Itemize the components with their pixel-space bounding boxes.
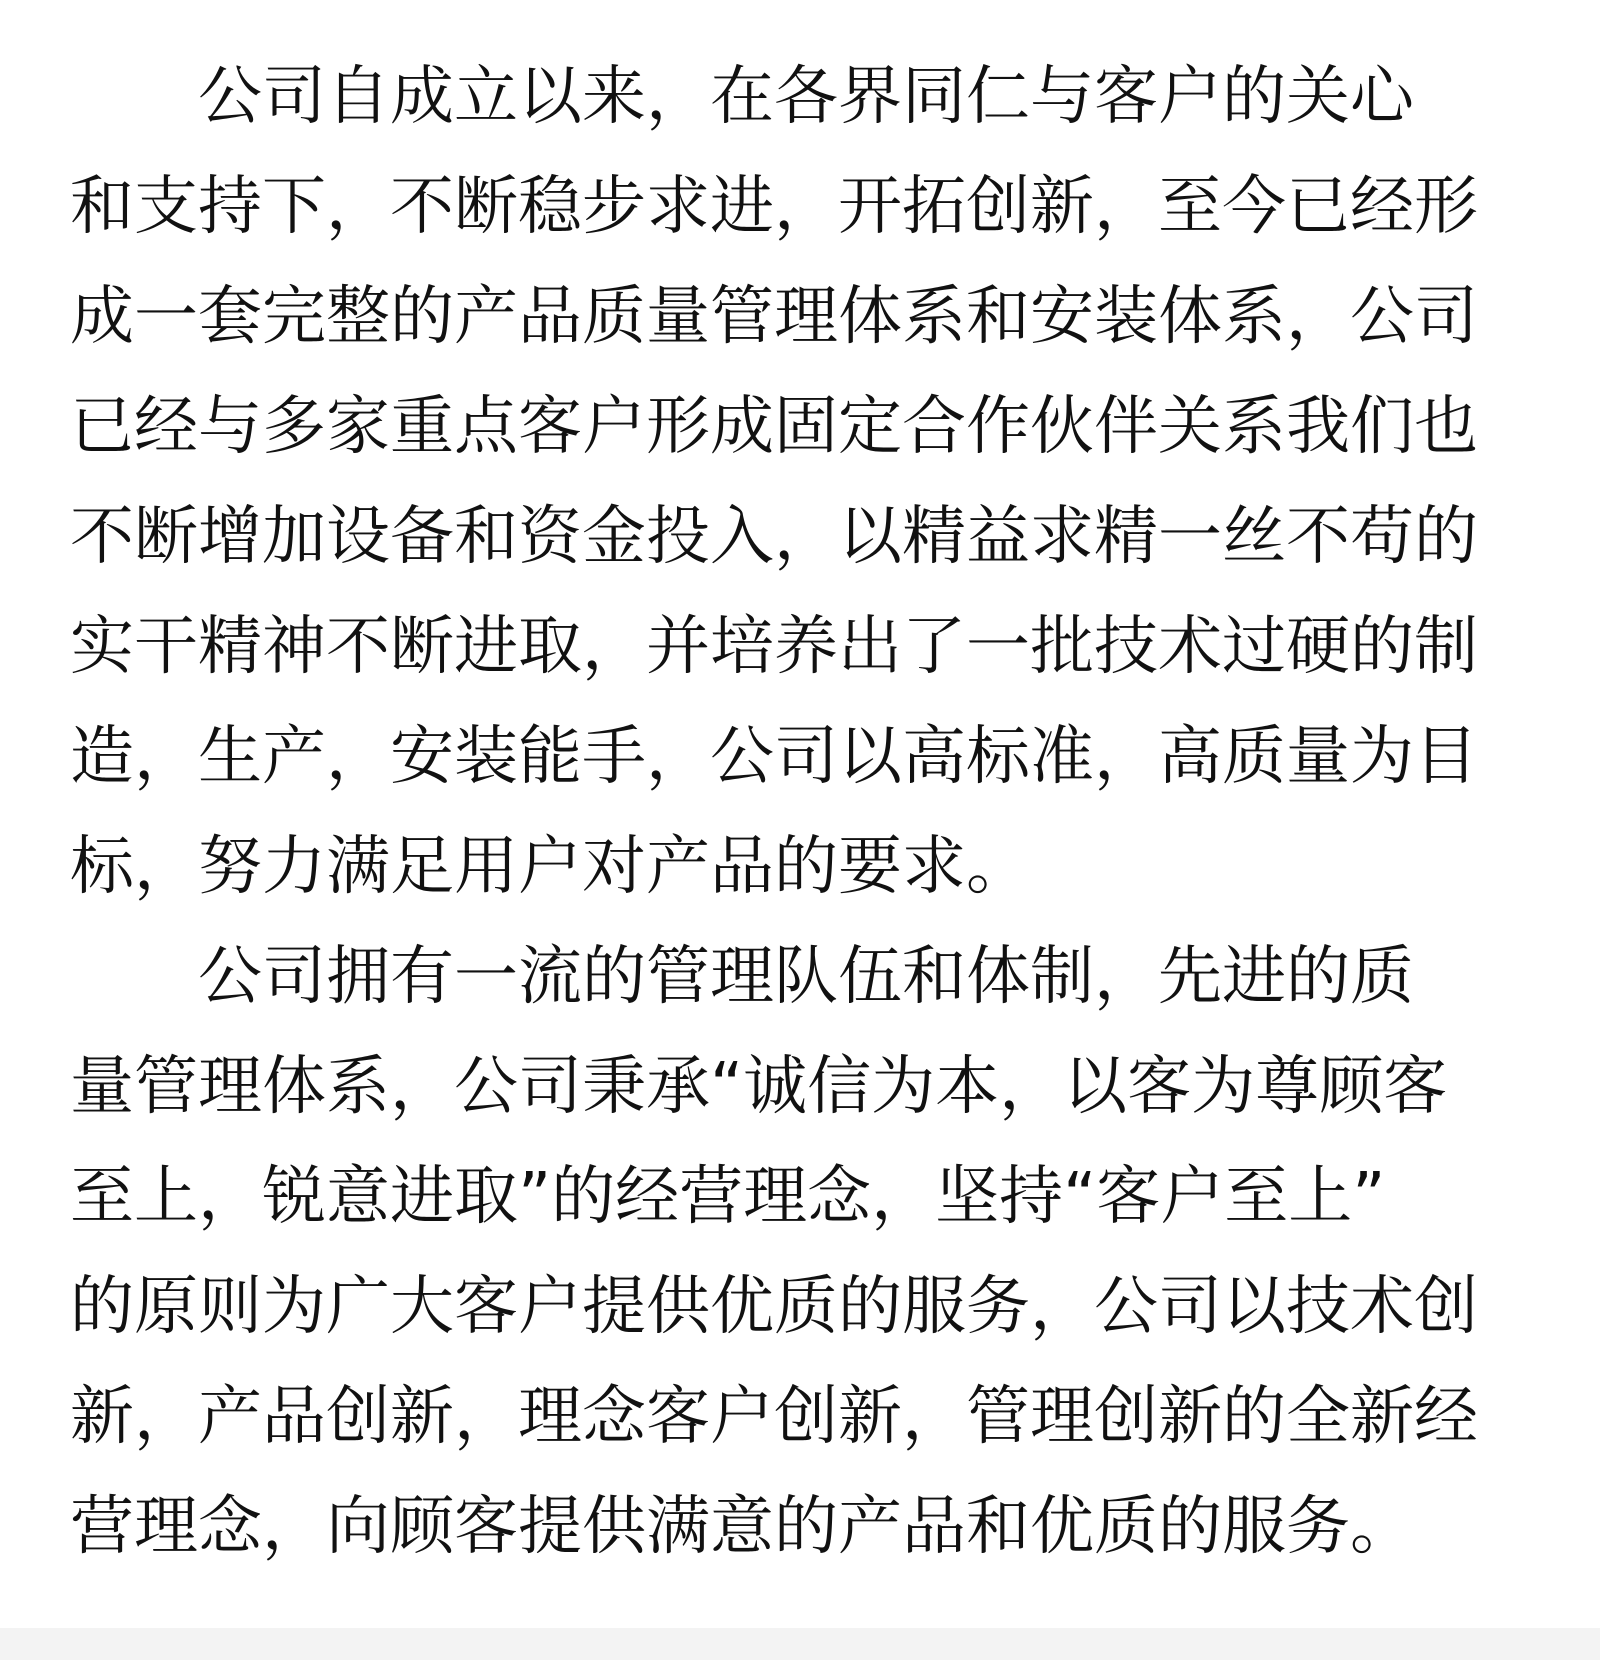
paragraph-2-line-2: 量管理体系，公司秉承“诚信为本，以客为尊顾客: [70, 1050, 1448, 1124]
paragraph-2-line-4: 的原则为广大客户提供优质的服务，公司以技术创: [70, 1270, 1478, 1344]
paragraph-2-line-3: 至上，锐意进取”的经营理念，坚持“客户至上”: [70, 1160, 1386, 1234]
paragraph-1-line-3: 成一套完整的产品质量管理体系和安装体系，公司: [70, 280, 1478, 354]
paragraph-1-line-1: 公司自成立以来，在各界同仁与客户的关心: [198, 60, 1414, 134]
paragraph-2-line-6: 营理念，向顾客提供满意的产品和优质的服务。: [70, 1490, 1414, 1564]
paragraph-1-line-6: 实干精神不断进取，并培养出了一批技术过硬的制: [70, 610, 1478, 684]
paragraph-1-line-8: 标，努力满足用户对产品的要求。: [70, 830, 1030, 904]
paragraph-1-line-2: 和支持下，不断稳步求进，开拓创新，至今已经形: [70, 170, 1478, 244]
paragraph-1-line-7: 造，生产，安装能手，公司以高标准，高质量为目: [70, 720, 1478, 794]
bottom-margin-band: [0, 1628, 1600, 1660]
paragraph-1-line-5: 不断增加设备和资金投入，以精益求精一丝不苟的: [70, 500, 1478, 574]
paragraph-2-line-5: 新，产品创新，理念客户创新，管理创新的全新经: [70, 1380, 1478, 1454]
paragraph-1-line-4: 已经与多家重点客户形成固定合作伙伴关系我们也: [70, 390, 1478, 464]
document-body: [70, 42, 1530, 1582]
paragraph-2-line-1: 公司拥有一流的管理队伍和体制，先进的质: [198, 940, 1414, 1014]
